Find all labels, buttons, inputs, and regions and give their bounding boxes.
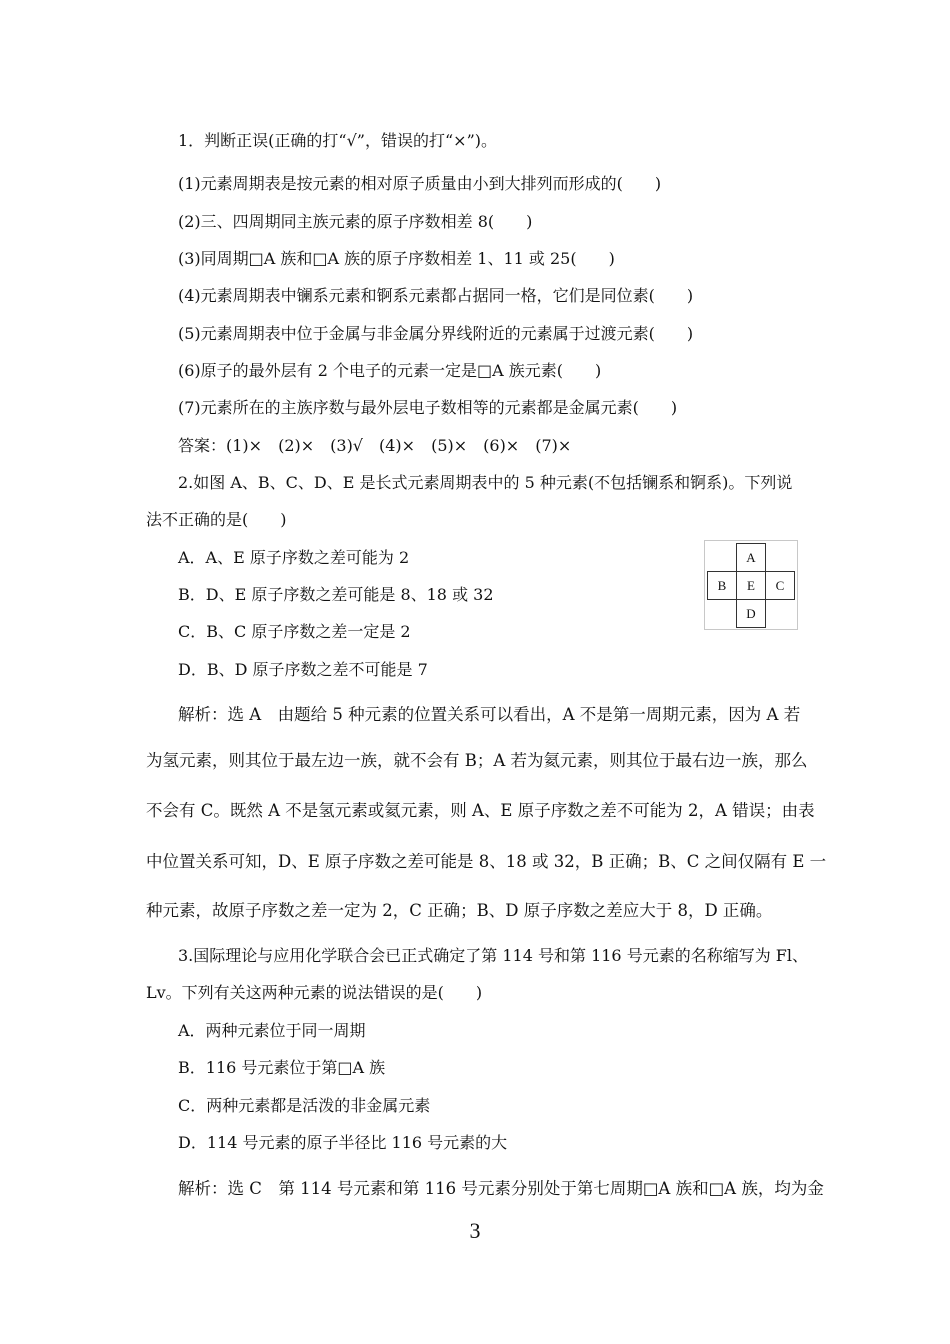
q1-item-3: (3)同周期□A 族和□A 族的原子序数相差 1、11 或 25( ) xyxy=(178,249,615,268)
q1-answer: 答案：(1)× (2)× (3)√ (4)× (5)× (6)× (7)× xyxy=(178,436,572,455)
q3-stem-line-2: Lv。下列有关这两种元素的说法错误的是( ) xyxy=(146,983,483,1002)
q3-explanation-line-1: 解析：选 C 第 114 号元素和第 116 号元素分别处于第七周期□A 族和□A 族，均为金 xyxy=(178,1179,824,1198)
q2-explanation-line-3: 不会有 C。既然 A 不是氢元素或氦元素，则 A、E 原子序数之差不可能为 2，A 错误；由表 xyxy=(146,801,815,820)
q2-option-c: C．B、C 原子序数之差一定是 2 xyxy=(178,622,411,641)
q2-stem-line-1: 2.如图 A、B、C、D、E 是长式元素周期表中的 5 种元素(不包括镧系和锕系)。下列说 xyxy=(178,473,793,492)
q1-item-7: (7)元素所在的主族序数与最外层电子数相等的元素都是金属元素( ) xyxy=(178,398,678,417)
figure-cell-b: B xyxy=(707,571,737,600)
figure-cell-d: D xyxy=(736,599,766,628)
q3-option-a: A．两种元素位于同一周期 xyxy=(178,1021,366,1040)
q2-option-b: B．D、E 原子序数之差可能是 8、18 或 32 xyxy=(178,585,494,604)
q3-option-b: B．116 号元素位于第□A 族 xyxy=(178,1058,386,1077)
q2-option-a: A．A、E 原子序数之差可能为 2 xyxy=(178,548,410,567)
periodic-table-figure xyxy=(704,540,798,630)
q1-item-4: (4)元素周期表中镧系元素和锕系元素都占据同一格，它们是同位素( ) xyxy=(178,286,694,305)
q3-option-c: C．两种元素都是活泼的非金属元素 xyxy=(178,1096,431,1115)
q1-item-6: (6)原子的最外层有 2 个电子的元素一定是□A 族元素( ) xyxy=(178,361,602,380)
q1-item-2: (2)三、四周期同主族元素的原子序数相差 8( ) xyxy=(178,212,533,231)
q2-stem-line-2: 法不正确的是( ) xyxy=(146,510,287,529)
q2-explanation-line-5: 种元素，故原子序数之差一定为 2，C 正确；B、D 原子序数之差应大于 8，D 正确。 xyxy=(146,901,773,920)
q2-option-d: D．B、D 原子序数之差不可能是 7 xyxy=(178,660,428,679)
q3-option-d: D．114 号元素的原子半径比 116 号元素的大 xyxy=(178,1133,508,1152)
page-number: 3 xyxy=(469,1218,481,1243)
q1-title: 1．判断正误(正确的打“√”，错误的打“×”)。 xyxy=(178,131,497,150)
q1-item-5: (5)元素周期表中位于金属与非金属分界线附近的元素属于过渡元素( ) xyxy=(178,324,694,343)
figure-cell-a: A xyxy=(736,543,766,572)
q2-explanation-line-1: 解析：选 A 由题给 5 种元素的位置关系可以看出，A 不是第一周期元素，因为 A 若 xyxy=(178,705,801,724)
figure-cell-c: C xyxy=(765,571,795,600)
q3-stem-line-1: 3.国际理论与应用化学联合会已正式确定了第 114 号和第 116 号元素的名称缩写为 Fl、 xyxy=(178,946,808,965)
q2-explanation-line-2: 为氢元素，则其位于最左边一族，就不会有 B；A 若为氦元素，则其位于最右边一族，那么 xyxy=(146,751,808,770)
figure-cell-e: E xyxy=(736,571,766,600)
q1-item-1: (1)元素周期表是按元素的相对原子质量由小到大排列而形成的( ) xyxy=(178,174,662,193)
q2-explanation-line-4: 中位置关系可知，D、E 原子序数之差可能是 8、18 或 32，B 正确；B、C 之间仅隔有 E 一 xyxy=(146,852,827,871)
